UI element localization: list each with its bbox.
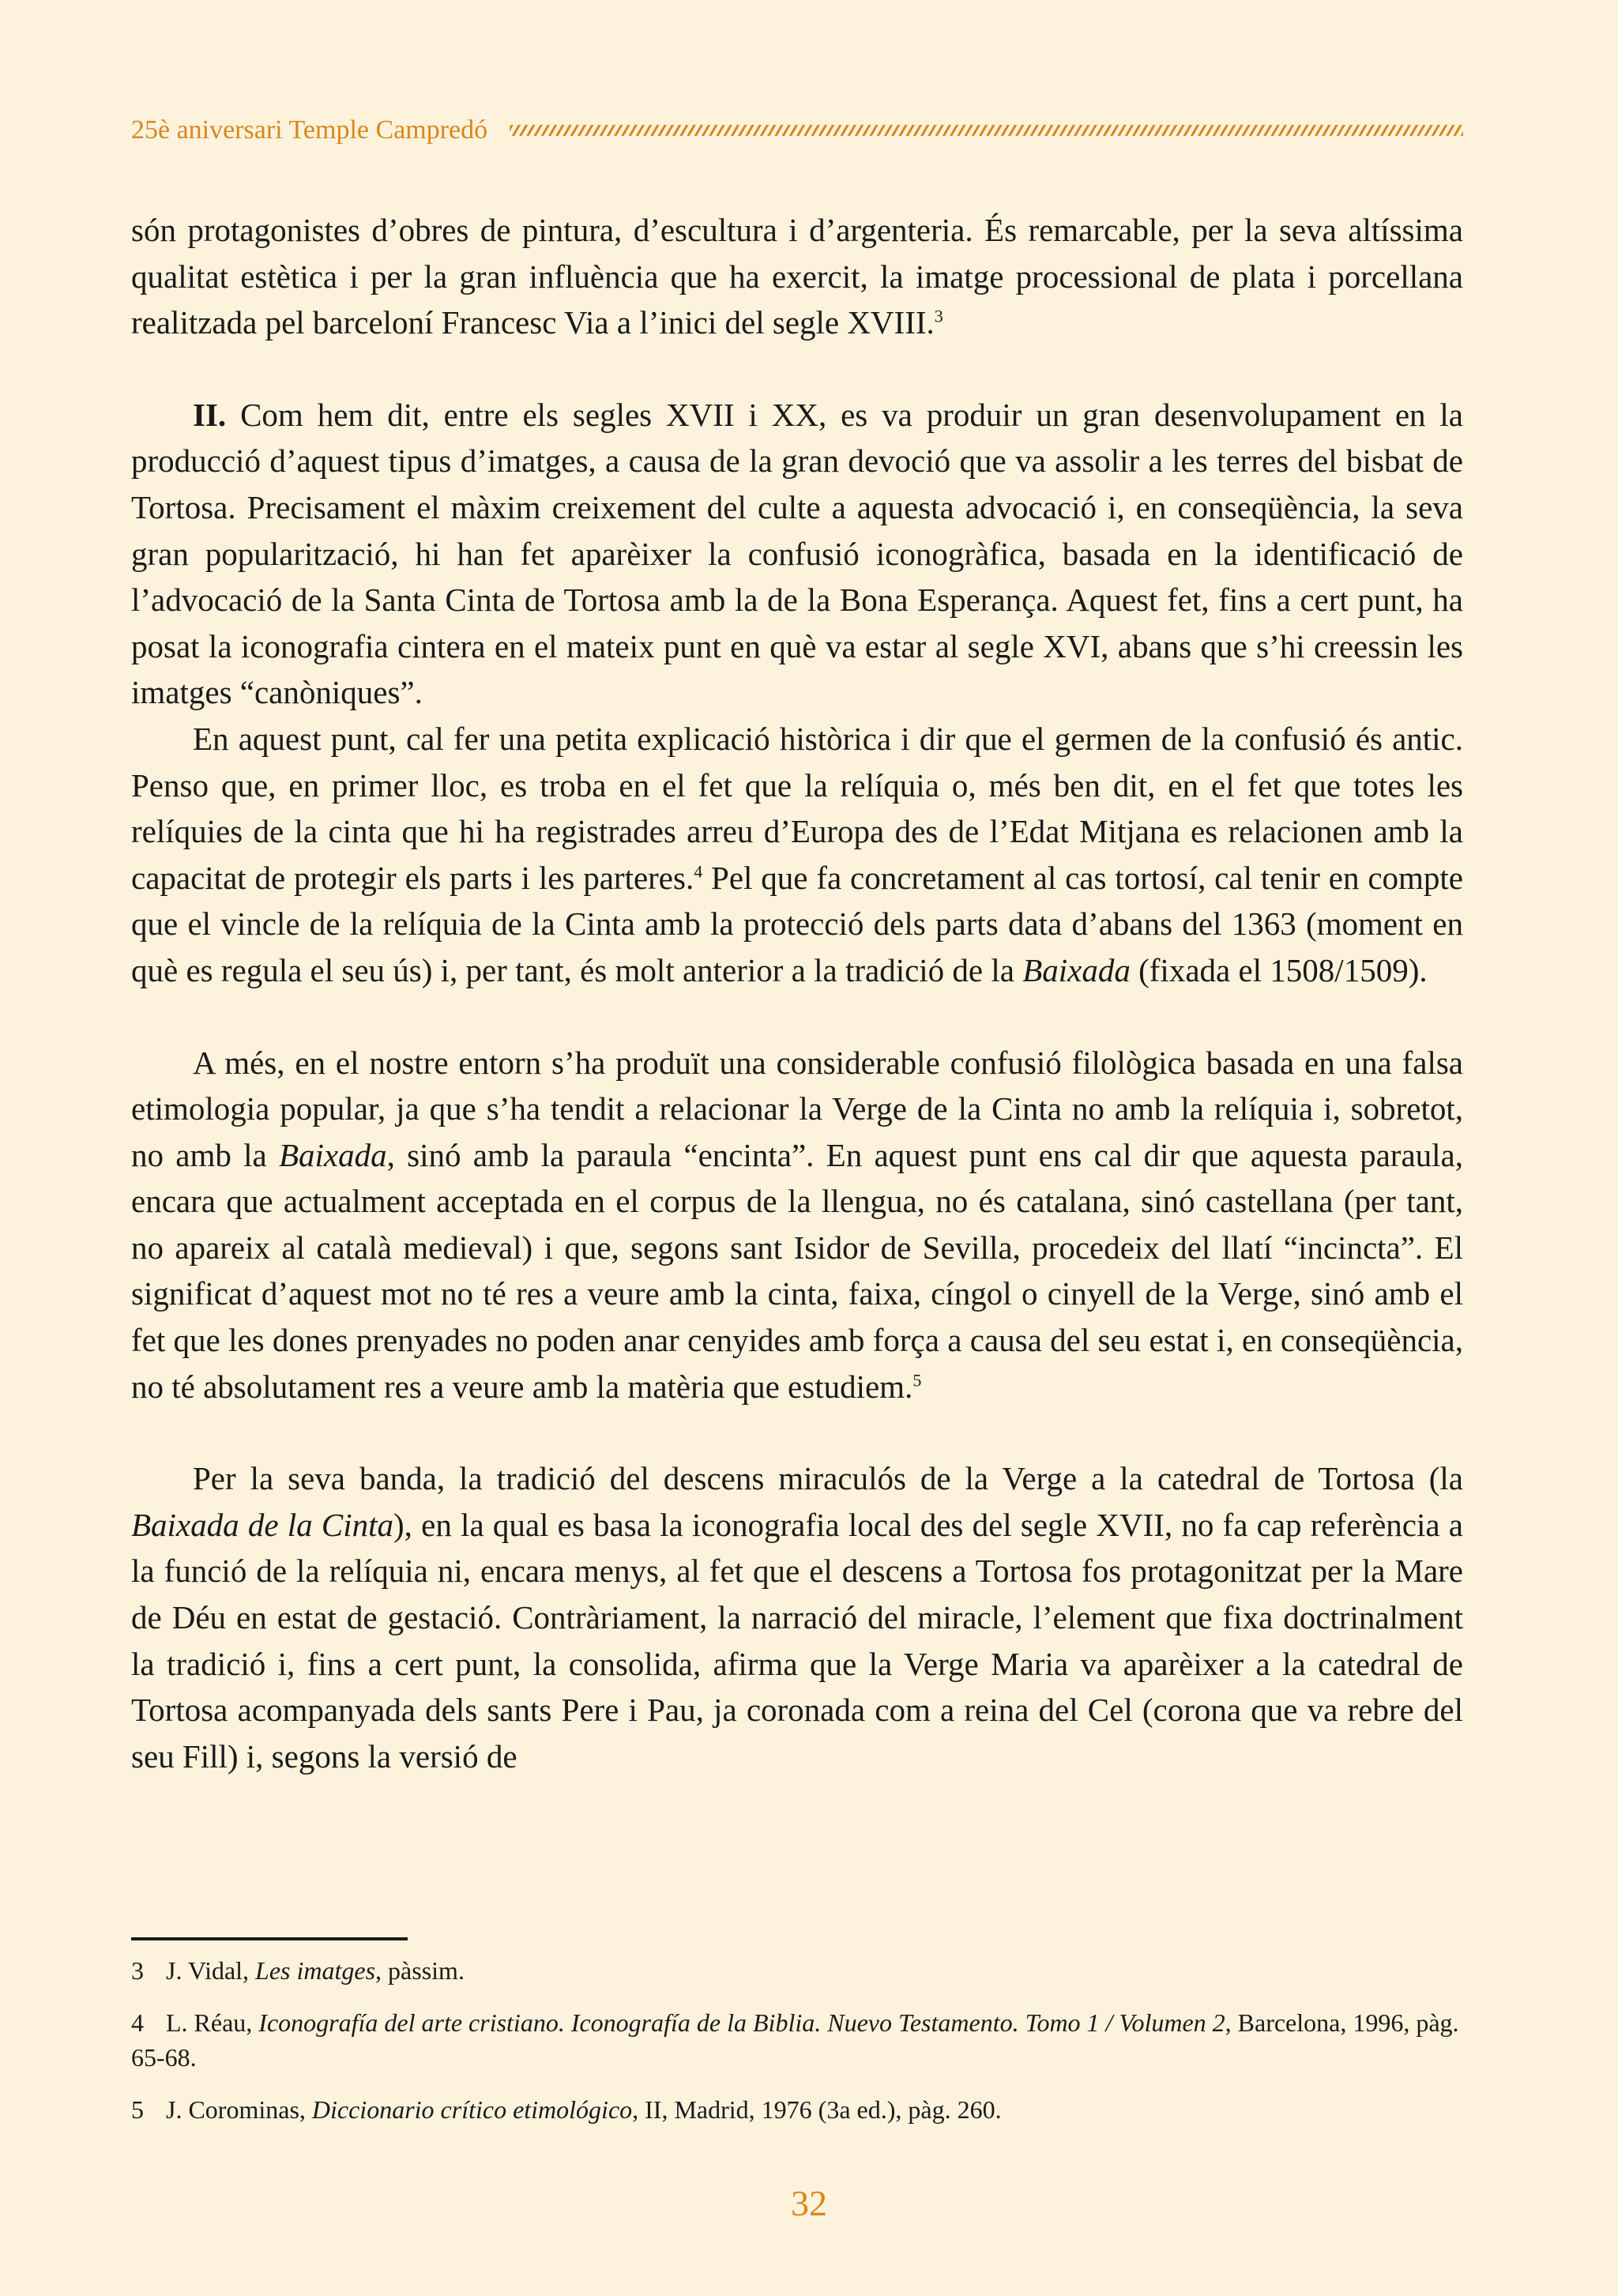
text-run: (fixada el 1508/1509). xyxy=(1130,951,1428,988)
text-run: J. Vidal, xyxy=(166,1956,256,1985)
italic-run: Baixada xyxy=(278,1136,387,1173)
text-run: ), en la qual es basa la iconografia local des del segle XVII, no fa cap referència a la funció de la relíquia ni, encara menys, al fet que el descens a Tortosa fos protagonitzat per la Mare de Déu en estat de gestació. Contràriament, la narració del miracle, l’element que fixa doctrinalment la tradició i, fins a cert punt, la consolida, afirma que la Verge Maria va aparèixer a la catedral de Tortosa acompanyada dels sants Pere i Pau, ja coronada com a reina del Cel (corona que va rebre del seu Fill) i, segons la versió de xyxy=(131,1506,1463,1775)
italic-run: Iconografía del arte cristiano. Iconografía de la Biblia. Nuevo Testamento. Tomo 1 / Volumen 2 xyxy=(258,2008,1225,2037)
paragraph-1 xyxy=(131,207,1463,346)
footnote-4 xyxy=(131,2005,1463,2075)
footnotes xyxy=(131,1953,1463,2144)
text-run: , pàssim. xyxy=(375,1956,465,1985)
italic-run: Baixada xyxy=(1022,951,1131,988)
footnote-number: 3 xyxy=(131,1956,144,1985)
footnote-reference: 4 xyxy=(694,861,703,882)
italic-run: Baixada de la Cinta xyxy=(131,1506,394,1543)
footnote-number: 5 xyxy=(131,2095,144,2124)
header-title: 25è aniversari Temple Campredó xyxy=(131,115,488,145)
paragraph-4 xyxy=(131,1040,1463,1410)
paragraph-2 xyxy=(131,392,1463,716)
italic-run: Les imatges xyxy=(255,1956,376,1985)
text-run: En aquest punt, cal fer una petita explicació històrica i dir que el germen de la confusió és antic. Penso que, en primer lloc, es troba en el fet que la relíquia o, més ben dit, en el fet que totes les relíquies de la cinta que hi ha registrades arreu d’Europa des de l’Edat Mitjana es relacionen amb la capacitat de protegir els parts i les parteres. xyxy=(131,720,1463,896)
running-header xyxy=(131,111,1463,150)
italic-run: Diccionario crítico etimológico xyxy=(311,2095,633,2124)
footnote-text xyxy=(131,2008,1459,2072)
body-text xyxy=(131,207,1463,1779)
text-run: són protagonistes d’obres de pintura, d’escultura i d’argenteria. És remarcable, per la seva altíssima qualitat estètica i per la gran influència que ha exercit, la imatge processional de plata i porcellana realitzada pel barceloní Francesc Via a l’inici del segle XVIII. xyxy=(131,212,1463,341)
footnote-reference: 3 xyxy=(934,306,943,326)
paragraph-5 xyxy=(131,1455,1463,1779)
paragraph-3 xyxy=(131,716,1463,994)
footnote-separator xyxy=(131,1937,408,1940)
text-run: J. Corominas, xyxy=(166,2095,312,2124)
footnote-text xyxy=(166,1956,465,1985)
footnote-reference: 5 xyxy=(912,1370,922,1390)
text-run: , sinó amb la paraula “encinta”. En aquest punt ens cal dir que aquesta paraula, encara que actualment acceptada en el corpus de la llengua, no és catalana, sinó castellana (per tant, no apareix al català medieval) i que, segons sant Isidor de Sevilla, procedeix del llatí “incincta”. El significat d’aquest mot no té res a veure amb la cinta, faixa, cíngol o cinyell de la Verge, sinó amb el fet que les dones prenyades no poden anar cenyides amb força a causa del seu estat i, en conseqüència, no té absolutament res a veure amb la matèria que estudiem. xyxy=(131,1136,1463,1405)
text-run: A més, en el nostre entorn s’ha produït una considerable confusió filològica basada en una falsa etimologia popular, ja que s’ha tendit a relacionar la Verge de la Cinta no amb la relíquia i, sobretot, no amb la xyxy=(131,1044,1463,1173)
text-run: Per la seva banda, la tradició del descens miraculós de la Verge a la catedral de Tortosa (la xyxy=(193,1460,1463,1497)
page-number: 32 xyxy=(791,2183,827,2223)
bold-run: II. xyxy=(193,396,227,433)
text-run: , II, Madrid, 1976 (3a ed.), pàg. 260. xyxy=(632,2095,1002,2124)
text-run: Pel que fa concretament al cas tortosí, cal tenir en compte que el vincle de la relíquia de la Cinta amb la protecció dels parts data d’abans del 1363 (moment en què es regula el seu ús) i, per tant, és molt anterior a la tradició de la xyxy=(131,859,1463,988)
header-decorative-rule xyxy=(510,125,1463,136)
footnote-number: 4 xyxy=(131,2008,144,2037)
footnote-5 xyxy=(131,2092,1463,2127)
footnote-text xyxy=(166,2095,1002,2124)
text-run: Com hem dit, entre els segles XVII i XX, es va produir un gran desenvolupament en la producció d’aquest tipus d’imatges, a causa de la gran devoció que va assolir a les terres del bisbat de Tortosa. Precisament el màxim creixement del culte a aquesta advocació i, en conseqüència, la seva gran popularització, hi han fet aparèixer la confusió iconogràfica, basada en la identificació de l’advocació de la Santa Cinta de Tortosa amb la de la Bona Esperança. Aquest fet, fins a cert punt, ha posat la iconografia cintera en el mateix punt en què va estar al segle XVI, abans que s’hi creessin les imatges “canòniques”. xyxy=(131,396,1463,711)
text-run: L. Réau, xyxy=(166,2008,259,2037)
text-run: , Barcelona, 1996, pàg. 65-68. xyxy=(131,2008,1459,2072)
footnote-3 xyxy=(131,1953,1463,1988)
